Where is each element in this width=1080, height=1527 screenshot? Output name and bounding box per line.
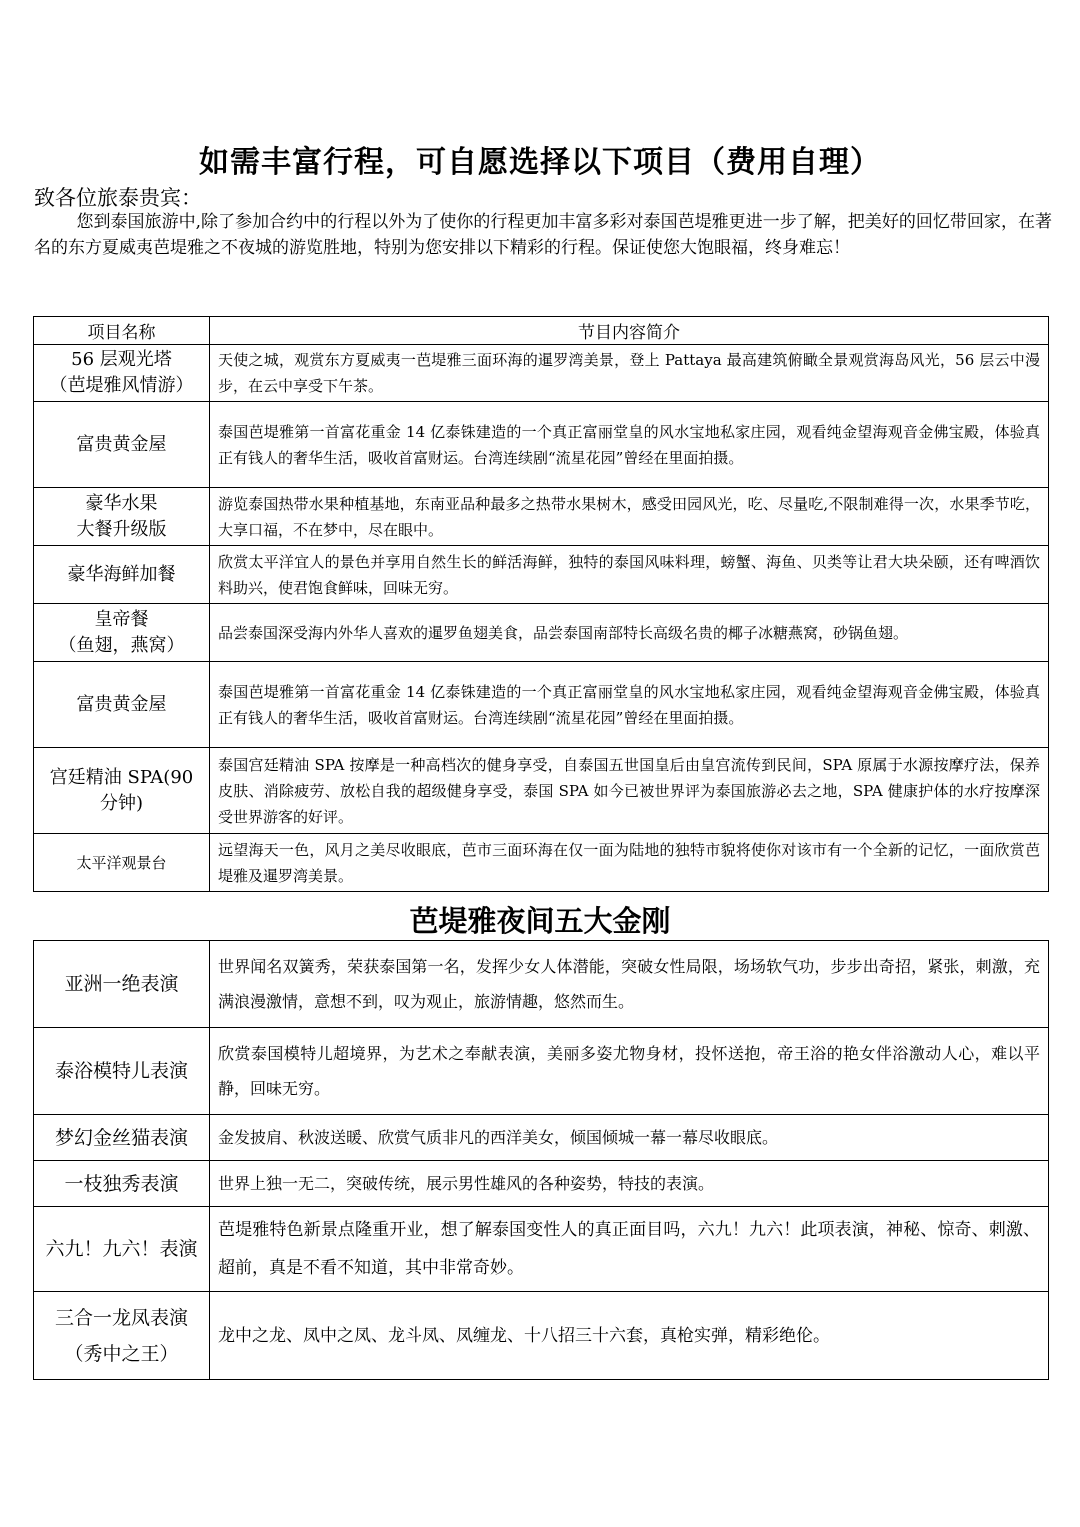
section-title: 芭堤雅夜间五大金刚 <box>409 904 671 938</box>
page-title: 如需丰富行程，可自愿选择以下项目（费用自理） <box>199 145 881 180</box>
intro-paragraph: 您到泰国旅游中,除了参加合约中的行程以外为了使你的行程更加丰富多彩对泰国芭堤雅更进一步了解，把美好的回忆带回家，在著名的东方夏威夷芭堤雅之不夜城的游览胜地，特别为您安排以下精彩的行程。保证使您大饱眼福，终身难忘！ <box>34 212 1052 258</box>
show-name: 一枝独秀表演 <box>34 1161 210 1207</box>
show-desc: 龙中之龙、凤中之凤、龙斗凤、凤缠龙、十八招三十六套，真枪实弹，精彩绝伦。 <box>210 1292 1049 1380</box>
show-desc: 世界上独一无二，突破传统，展示男性雄风的各种姿势，特技的表演。 <box>210 1161 1049 1207</box>
table-row <box>34 1161 1049 1207</box>
item-desc: 天使之城，观赏东方夏威夷一芭堤雅三面环海的暹罗湾美景，登上 Pattaya 最高建筑俯瞰全景观赏海岛风光，56 层云中漫步，在云中享受下午茶。 <box>210 345 1049 402</box>
show-name: 亚洲一绝表演 <box>34 941 210 1028</box>
night-shows-table <box>33 940 1049 1380</box>
item-desc: 泰国宫廷精油 SPA 按摩是一种高档次的健身享受，自泰国五世国皇后由皇宫流传到民间，SPA 原属于水源按摩疗法，保养皮肤、消除疲劳、放松自我的超级健身享受，泰国 SPA 如今已被世界评为泰国旅游必去之地，SPA 健康护体的水疗按摩深受世界游客的好评。 <box>210 748 1049 834</box>
item-desc: 欣赏太平洋宜人的景色并享用自然生长的鲜活海鲜，独特的泰国风味料理，螃蟹、海鱼、贝类等让君大块朵颐，还有啤酒饮料助兴，使君饱食鲜味，回味无穷。 <box>210 546 1049 604</box>
table-row <box>34 345 1049 402</box>
show-name: 三合一龙凤表演 （秀中之王） <box>34 1292 210 1380</box>
optional-items-table <box>33 316 1049 892</box>
show-desc: 芭堤雅特色新景点隆重开业，想了解泰国变性人的真正面目吗，六九！九六！此项表演，神秘、惊奇、刺激、超前，真是不看不知道，其中非常奇妙。 <box>210 1207 1049 1292</box>
show-desc: 欣赏泰国模特儿超境界，为艺术之奉献表演，美丽多姿尤物身材，投怀送抱，帝王浴的艳女伴浴激动人心，难以平静，回味无穷。 <box>210 1028 1049 1115</box>
show-name: 泰浴模特儿表演 <box>34 1028 210 1115</box>
table-row <box>34 941 1049 1028</box>
header-item-desc: 节目内容简介 <box>210 317 1049 345</box>
item-desc: 泰国芭堤雅第一首富花重金 14 亿泰铢建造的一个真正富丽堂皇的风水宝地私家庄园，观看纯金望海观音金佛宝殿，体验真正有钱人的奢华生活，吸收首富财运。台湾连续剧“流星花园”曾经在里面拍摄。 <box>210 402 1049 488</box>
table-row <box>34 1115 1049 1161</box>
item-desc: 品尝泰国深受海内外华人喜欢的暹罗鱼翅美食，品尝泰国南部特长高级名贵的椰子冰糖燕窝，砂锅鱼翅。 <box>210 604 1049 662</box>
show-name: 梦幻金丝猫表演 <box>34 1115 210 1161</box>
item-name: 豪华水果 大餐升级版 <box>34 488 210 546</box>
item-name: 皇帝餐 （鱼翅，燕窝） <box>34 604 210 662</box>
show-desc: 世界闻名双簧秀，荣获泰国第一名，发挥少女人体潜能，突破女性局限，场场软气功，步步出奇招，紧张，刺激，充满浪漫激情，意想不到，叹为观止，旅游情趣，悠然而生。 <box>210 941 1049 1028</box>
item-name: 太平洋观景台 <box>34 834 210 892</box>
table-row <box>34 546 1049 604</box>
table-row <box>34 604 1049 662</box>
item-desc: 游览泰国热带水果种植基地，东南亚品种最多之热带水果树木，感受田园风光，吃、尽量吃,不限制难得一次，水果季节吃，大享口福，不在梦中，尽在眼中。 <box>210 488 1049 546</box>
table-row <box>34 488 1049 546</box>
show-name: 六九！九六！表演 <box>34 1207 210 1292</box>
table-row <box>34 662 1049 748</box>
item-desc: 泰国芭堤雅第一首富花重金 14 亿泰铢建造的一个真正富丽堂皇的风水宝地私家庄园，观看纯金望海观音金佛宝殿，体验真正有钱人的奢华生活，吸收首富财运。台湾连续剧“流星花园”曾经在里面拍摄。 <box>210 662 1049 748</box>
table-row <box>34 1028 1049 1115</box>
show-desc: 金发披肩、秋波送暖、欣赏气质非凡的西洋美女，倾国倾城一幕一幕尽收眼底。 <box>210 1115 1049 1161</box>
table-row <box>34 402 1049 488</box>
item-name: 豪华海鲜加餐 <box>34 546 210 604</box>
greeting: 致各位旅泰贵宾： <box>34 186 202 210</box>
table-row <box>34 834 1049 892</box>
header-item-name: 项目名称 <box>34 317 210 345</box>
item-name: 宫廷精油 SPA(90 分钟) <box>34 748 210 834</box>
item-name: 56 层观光塔 （芭堤雅风情游） <box>34 345 210 402</box>
table-row <box>34 748 1049 834</box>
item-name: 富贵黄金屋 <box>34 402 210 488</box>
table-row <box>34 1207 1049 1292</box>
table-row <box>34 1292 1049 1380</box>
item-name: 富贵黄金屋 <box>34 662 210 748</box>
item-desc: 远望海天一色，风月之美尽收眼底，芭市三面环海在仅一面为陆地的独特市貌将使你对该市有一个全新的记忆，一面欣赏芭堤雅及暹罗湾美景。 <box>210 834 1049 892</box>
table-header-row <box>34 317 1049 345</box>
